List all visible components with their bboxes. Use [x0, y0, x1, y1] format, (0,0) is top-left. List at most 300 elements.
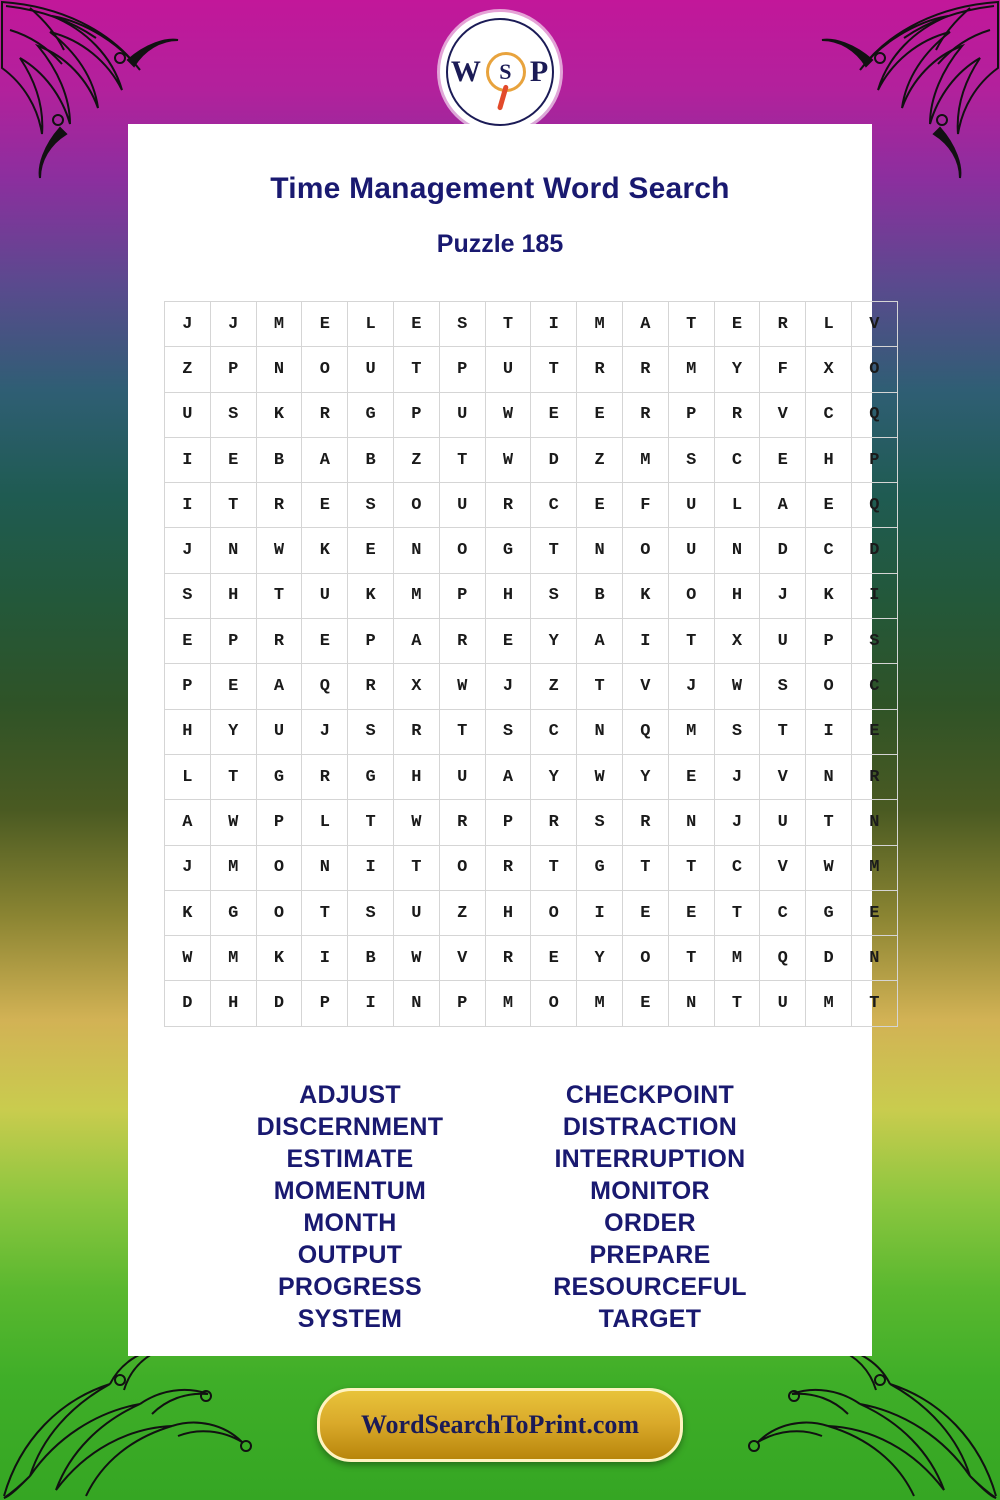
- grid-cell[interactable]: E: [806, 483, 852, 528]
- grid-cell[interactable]: I: [165, 437, 211, 482]
- grid-cell[interactable]: A: [485, 754, 531, 799]
- grid-cell[interactable]: I: [851, 573, 897, 618]
- grid-cell[interactable]: H: [210, 573, 256, 618]
- word-list-item[interactable]: DISCERNMENT: [256, 1112, 444, 1141]
- grid-cell[interactable]: U: [760, 800, 806, 845]
- grid-cell[interactable]: O: [256, 890, 302, 935]
- grid-cell[interactable]: P: [210, 347, 256, 392]
- grid-cell[interactable]: R: [531, 800, 577, 845]
- grid-cell[interactable]: C: [714, 845, 760, 890]
- grid-cell[interactable]: M: [714, 936, 760, 981]
- grid-cell[interactable]: P: [302, 981, 348, 1026]
- word-list-item[interactable]: RESOURCEFUL: [553, 1272, 747, 1301]
- grid-cell[interactable]: C: [531, 709, 577, 754]
- grid-cell[interactable]: P: [806, 619, 852, 664]
- grid-cell[interactable]: P: [851, 437, 897, 482]
- grid-cell[interactable]: W: [577, 754, 623, 799]
- grid-cell[interactable]: V: [622, 664, 668, 709]
- grid-cell[interactable]: T: [851, 981, 897, 1026]
- grid-cell[interactable]: G: [806, 890, 852, 935]
- grid-cell[interactable]: V: [760, 754, 806, 799]
- grid-cell[interactable]: H: [485, 890, 531, 935]
- grid-cell[interactable]: I: [348, 981, 394, 1026]
- grid-cell[interactable]: N: [302, 845, 348, 890]
- grid-cell[interactable]: E: [622, 890, 668, 935]
- grid-cell[interactable]: T: [531, 845, 577, 890]
- grid-cell[interactable]: Y: [577, 936, 623, 981]
- grid-cell[interactable]: T: [668, 619, 714, 664]
- grid-cell[interactable]: G: [210, 890, 256, 935]
- grid-cell[interactable]: R: [577, 347, 623, 392]
- grid-cell[interactable]: T: [714, 890, 760, 935]
- grid-cell[interactable]: T: [393, 845, 439, 890]
- grid-cell[interactable]: I: [806, 709, 852, 754]
- grid-cell[interactable]: H: [806, 437, 852, 482]
- grid-cell[interactable]: J: [714, 800, 760, 845]
- grid-cell[interactable]: Y: [714, 347, 760, 392]
- grid-cell[interactable]: R: [622, 347, 668, 392]
- grid-row: [165, 302, 898, 347]
- grid-cell[interactable]: M: [256, 302, 302, 347]
- grid-cell[interactable]: Q: [760, 936, 806, 981]
- grid-cell[interactable]: H: [393, 754, 439, 799]
- grid-cell[interactable]: A: [302, 437, 348, 482]
- grid-cell[interactable]: U: [668, 483, 714, 528]
- grid-cell[interactable]: B: [348, 936, 394, 981]
- grid-cell[interactable]: E: [577, 392, 623, 437]
- grid-cell[interactable]: J: [668, 664, 714, 709]
- grid-cell[interactable]: V: [760, 845, 806, 890]
- grid-cell[interactable]: U: [256, 709, 302, 754]
- word-list-item[interactable]: PROGRESS: [277, 1272, 423, 1301]
- grid-cell[interactable]: E: [714, 302, 760, 347]
- grid-cell[interactable]: L: [714, 483, 760, 528]
- magnifier-handle-icon: [497, 84, 509, 110]
- grid-cell[interactable]: Y: [622, 754, 668, 799]
- grid-cell[interactable]: S: [439, 302, 485, 347]
- grid-cell[interactable]: R: [393, 709, 439, 754]
- grid-cell[interactable]: V: [439, 936, 485, 981]
- grid-cell[interactable]: K: [622, 573, 668, 618]
- grid-cell[interactable]: N: [668, 981, 714, 1026]
- grid-cell[interactable]: Z: [165, 347, 211, 392]
- grid-cell[interactable]: U: [760, 981, 806, 1026]
- grid-cell[interactable]: I: [165, 483, 211, 528]
- grid-cell[interactable]: T: [210, 754, 256, 799]
- grid-cell[interactable]: T: [439, 709, 485, 754]
- grid-cell[interactable]: J: [760, 573, 806, 618]
- grid-cell[interactable]: G: [256, 754, 302, 799]
- grid-row: [165, 437, 898, 482]
- grid-cell[interactable]: T: [577, 664, 623, 709]
- grid-cell[interactable]: S: [485, 709, 531, 754]
- grid-cell[interactable]: Z: [439, 890, 485, 935]
- word-list-item[interactable]: MOMENTUM: [273, 1176, 427, 1205]
- grid-cell[interactable]: V: [760, 392, 806, 437]
- word-list: [128, 1079, 872, 1335]
- grid-cell[interactable]: R: [302, 392, 348, 437]
- grid-cell[interactable]: R: [256, 619, 302, 664]
- grid-cell[interactable]: R: [622, 392, 668, 437]
- grid-cell[interactable]: R: [714, 392, 760, 437]
- word-list-column-right: [500, 1079, 800, 1335]
- word-search-grid: [164, 301, 880, 1027]
- grid-cell[interactable]: I: [622, 619, 668, 664]
- grid-cell[interactable]: J: [165, 845, 211, 890]
- grid-cell[interactable]: O: [851, 347, 897, 392]
- grid-cell[interactable]: R: [348, 664, 394, 709]
- grid-cell[interactable]: T: [806, 800, 852, 845]
- grid-cell[interactable]: W: [393, 936, 439, 981]
- grid-cell[interactable]: M: [210, 845, 256, 890]
- grid-cell[interactable]: E: [851, 709, 897, 754]
- grid-cell[interactable]: Z: [531, 664, 577, 709]
- grid-cell[interactable]: P: [348, 619, 394, 664]
- grid-cell[interactable]: W: [485, 437, 531, 482]
- grid-cell[interactable]: O: [531, 890, 577, 935]
- grid-cell[interactable]: T: [393, 347, 439, 392]
- puzzle-sheet: [128, 124, 880, 1356]
- grid-cell[interactable]: E: [531, 392, 577, 437]
- grid-cell[interactable]: S: [348, 709, 394, 754]
- word-list-item[interactable]: CHECKPOINT: [565, 1080, 735, 1109]
- grid-cell[interactable]: B: [348, 437, 394, 482]
- grid-cell[interactable]: Q: [851, 392, 897, 437]
- website-button[interactable]: [317, 1388, 683, 1462]
- logo-letters: [451, 52, 549, 92]
- grid-cell[interactable]: R: [302, 754, 348, 799]
- grid-cell[interactable]: P: [668, 392, 714, 437]
- website-label: WordSearchToPrint.com: [360, 1410, 640, 1439]
- grid-cell[interactable]: Q: [622, 709, 668, 754]
- grid-cell[interactable]: P: [485, 800, 531, 845]
- grid-cell[interactable]: H: [210, 981, 256, 1026]
- grid-cell[interactable]: E: [622, 981, 668, 1026]
- grid-cell[interactable]: S: [165, 573, 211, 618]
- grid-cell[interactable]: V: [851, 302, 897, 347]
- grid-cell[interactable]: A: [577, 619, 623, 664]
- grid-cell[interactable]: D: [760, 528, 806, 573]
- grid-cell[interactable]: T: [714, 981, 760, 1026]
- grid-cell[interactable]: C: [806, 392, 852, 437]
- grid-cell[interactable]: P: [439, 347, 485, 392]
- grid-row: [165, 890, 898, 935]
- grid-cell[interactable]: U: [439, 483, 485, 528]
- grid-cell[interactable]: E: [531, 936, 577, 981]
- grid-cell[interactable]: R: [439, 619, 485, 664]
- grid-row: [165, 981, 898, 1026]
- grid-cell[interactable]: P: [439, 981, 485, 1026]
- grid-cell[interactable]: Z: [393, 437, 439, 482]
- word-list-item[interactable]: DISTRACTION: [562, 1112, 738, 1141]
- grid-cell[interactable]: L: [806, 302, 852, 347]
- grid-cell[interactable]: P: [210, 619, 256, 664]
- grid-cell[interactable]: S: [851, 619, 897, 664]
- grid-cell[interactable]: N: [256, 347, 302, 392]
- grid-cell[interactable]: U: [348, 347, 394, 392]
- grid-cell[interactable]: T: [668, 936, 714, 981]
- grid-cell[interactable]: J: [165, 528, 211, 573]
- grid-cell[interactable]: N: [577, 709, 623, 754]
- grid-cell[interactable]: S: [348, 890, 394, 935]
- grid-cell[interactable]: P: [393, 392, 439, 437]
- grid-cell[interactable]: R: [622, 800, 668, 845]
- word-list-item[interactable]: MONTH: [303, 1208, 397, 1237]
- grid-cell[interactable]: E: [210, 664, 256, 709]
- grid-cell[interactable]: U: [760, 619, 806, 664]
- grid-row: [165, 528, 898, 573]
- grid-row: [165, 392, 898, 437]
- grid-cell[interactable]: N: [393, 981, 439, 1026]
- logo-circle: [446, 18, 554, 126]
- grid-cell[interactable]: W: [485, 392, 531, 437]
- grid-cell[interactable]: S: [760, 664, 806, 709]
- grid-cell[interactable]: U: [439, 392, 485, 437]
- grid-cell[interactable]: B: [256, 437, 302, 482]
- grid-cell[interactable]: B: [577, 573, 623, 618]
- grid-cell[interactable]: L: [302, 800, 348, 845]
- grid-cell[interactable]: O: [806, 664, 852, 709]
- grid-cell[interactable]: Y: [531, 619, 577, 664]
- grid-cell[interactable]: N: [668, 800, 714, 845]
- grid-cell[interactable]: S: [348, 483, 394, 528]
- grid-cell[interactable]: I: [302, 936, 348, 981]
- grid-cell[interactable]: S: [577, 800, 623, 845]
- grid-cell[interactable]: M: [485, 981, 531, 1026]
- grid-cell[interactable]: O: [393, 483, 439, 528]
- grid-cell[interactable]: D: [806, 936, 852, 981]
- logo-letter-p: P: [529, 55, 550, 88]
- grid-cell[interactable]: A: [622, 302, 668, 347]
- word-list-item[interactable]: MONITOR: [590, 1176, 710, 1205]
- grid-cell[interactable]: X: [714, 619, 760, 664]
- grid-cell[interactable]: O: [256, 845, 302, 890]
- grid-cell[interactable]: M: [393, 573, 439, 618]
- grid-cell[interactable]: F: [760, 347, 806, 392]
- grid-cell[interactable]: U: [165, 392, 211, 437]
- grid-cell[interactable]: Z: [577, 437, 623, 482]
- grid-cell[interactable]: M: [577, 302, 623, 347]
- grid-cell[interactable]: A: [393, 619, 439, 664]
- grid-cell[interactable]: N: [851, 800, 897, 845]
- grid-cell[interactable]: T: [531, 528, 577, 573]
- grid-row: [165, 664, 898, 709]
- grid-cell[interactable]: C: [760, 890, 806, 935]
- grid-cell[interactable]: R: [439, 800, 485, 845]
- grid-cell[interactable]: E: [302, 483, 348, 528]
- grid-row: [165, 800, 898, 845]
- grid-cell[interactable]: M: [210, 936, 256, 981]
- grid-cell[interactable]: M: [668, 709, 714, 754]
- grid-cell[interactable]: W: [806, 845, 852, 890]
- grid-cell[interactable]: P: [165, 664, 211, 709]
- grid-cell[interactable]: O: [439, 845, 485, 890]
- grid-cell[interactable]: W: [210, 800, 256, 845]
- grid-cell[interactable]: J: [165, 302, 211, 347]
- grid-cell[interactable]: R: [485, 483, 531, 528]
- grid-cell[interactable]: T: [348, 800, 394, 845]
- grid-cell[interactable]: J: [210, 302, 256, 347]
- grid-cell[interactable]: R: [485, 936, 531, 981]
- grid-cell[interactable]: M: [622, 437, 668, 482]
- grid-cell[interactable]: O: [531, 981, 577, 1026]
- grid-cell[interactable]: T: [256, 573, 302, 618]
- puzzle-number: Puzzle 185: [436, 230, 564, 258]
- grid-cell[interactable]: U: [668, 528, 714, 573]
- grid-cell[interactable]: U: [439, 754, 485, 799]
- word-list-item[interactable]: ESTIMATE: [286, 1144, 414, 1173]
- word-list-item[interactable]: INTERRUPTION: [554, 1144, 746, 1173]
- site-logo: [440, 12, 560, 132]
- grid-cell[interactable]: X: [806, 347, 852, 392]
- word-list-item[interactable]: PREPARE: [589, 1240, 711, 1269]
- grid-cell[interactable]: G: [577, 845, 623, 890]
- grid-cell[interactable]: N: [806, 754, 852, 799]
- grid-cell[interactable]: T: [302, 890, 348, 935]
- grid-cell[interactable]: N: [714, 528, 760, 573]
- grid-cell[interactable]: E: [577, 483, 623, 528]
- grid-cell[interactable]: R: [485, 845, 531, 890]
- grid-cell[interactable]: A: [256, 664, 302, 709]
- grid-row: [165, 483, 898, 528]
- grid-cell[interactable]: C: [806, 528, 852, 573]
- grid-cell[interactable]: K: [256, 936, 302, 981]
- grid-cell[interactable]: T: [210, 483, 256, 528]
- grid-cell[interactable]: E: [302, 302, 348, 347]
- grid-cell[interactable]: O: [439, 528, 485, 573]
- grid-cell[interactable]: W: [256, 528, 302, 573]
- grid-cell[interactable]: P: [439, 573, 485, 618]
- grid-cell[interactable]: Y: [531, 754, 577, 799]
- grid-cell[interactable]: D: [531, 437, 577, 482]
- grid-cell[interactable]: X: [393, 664, 439, 709]
- grid-cell[interactable]: L: [165, 754, 211, 799]
- grid-cell[interactable]: K: [256, 392, 302, 437]
- grid-cell[interactable]: S: [668, 437, 714, 482]
- grid-cell[interactable]: E: [348, 528, 394, 573]
- grid-cell[interactable]: I: [577, 890, 623, 935]
- grid-row: [165, 347, 898, 392]
- grid-cell[interactable]: T: [485, 302, 531, 347]
- grid-cell[interactable]: K: [348, 573, 394, 618]
- grid-cell[interactable]: C: [714, 437, 760, 482]
- grid-cell[interactable]: K: [165, 890, 211, 935]
- grid-cell[interactable]: O: [622, 936, 668, 981]
- word-list-item[interactable]: SYSTEM: [297, 1304, 403, 1333]
- grid-cell[interactable]: M: [806, 981, 852, 1026]
- grid-cell[interactable]: K: [302, 528, 348, 573]
- logo-letter-w: W: [450, 55, 482, 88]
- grid-cell[interactable]: E: [760, 437, 806, 482]
- grid-cell[interactable]: M: [668, 347, 714, 392]
- grid-cell[interactable]: A: [760, 483, 806, 528]
- grid-cell[interactable]: L: [348, 302, 394, 347]
- grid-cell[interactable]: T: [439, 437, 485, 482]
- grid-cell[interactable]: W: [165, 936, 211, 981]
- grid-cell[interactable]: N: [851, 936, 897, 981]
- grid-cell[interactable]: O: [622, 528, 668, 573]
- grid-cell[interactable]: R: [256, 483, 302, 528]
- grid-cell[interactable]: T: [760, 709, 806, 754]
- grid-cell[interactable]: S: [210, 392, 256, 437]
- word-list-item[interactable]: TARGET: [598, 1304, 702, 1333]
- grid-cell[interactable]: E: [165, 619, 211, 664]
- grid-cell[interactable]: N: [393, 528, 439, 573]
- grid-cell[interactable]: T: [668, 302, 714, 347]
- grid-cell[interactable]: E: [393, 302, 439, 347]
- grid-cell[interactable]: Q: [851, 483, 897, 528]
- grid-cell[interactable]: J: [714, 754, 760, 799]
- grid-cell[interactable]: R: [760, 302, 806, 347]
- grid-cell[interactable]: G: [348, 754, 394, 799]
- grid-cell[interactable]: M: [577, 981, 623, 1026]
- grid-cell[interactable]: K: [806, 573, 852, 618]
- grid-cell[interactable]: U: [485, 347, 531, 392]
- grid-cell[interactable]: S: [714, 709, 760, 754]
- grid-cell[interactable]: E: [210, 437, 256, 482]
- grid-cell[interactable]: U: [393, 890, 439, 935]
- grid-cell[interactable]: D: [165, 981, 211, 1026]
- word-list-item[interactable]: OUTPUT: [297, 1240, 403, 1269]
- grid-cell[interactable]: T: [668, 845, 714, 890]
- grid-cell[interactable]: I: [348, 845, 394, 890]
- grid-cell[interactable]: T: [531, 347, 577, 392]
- grid-cell[interactable]: Y: [210, 709, 256, 754]
- grid-cell[interactable]: E: [302, 619, 348, 664]
- grid-cell[interactable]: G: [348, 392, 394, 437]
- grid-cell[interactable]: T: [622, 845, 668, 890]
- grid-row: [165, 754, 898, 799]
- grid-cell[interactable]: E: [485, 619, 531, 664]
- grid-row: [165, 845, 898, 890]
- grid-cell[interactable]: D: [256, 981, 302, 1026]
- grid-cell[interactable]: I: [531, 302, 577, 347]
- grid-cell[interactable]: C: [851, 664, 897, 709]
- grid-cell[interactable]: E: [668, 754, 714, 799]
- grid-cell[interactable]: M: [851, 845, 897, 890]
- grid-cell[interactable]: H: [485, 573, 531, 618]
- logo-letter-s: S: [499, 59, 513, 84]
- grid-cell[interactable]: W: [439, 664, 485, 709]
- grid-cell[interactable]: D: [851, 528, 897, 573]
- grid-cell[interactable]: H: [714, 573, 760, 618]
- grid-cell[interactable]: C: [531, 483, 577, 528]
- grid-cell[interactable]: E: [668, 890, 714, 935]
- grid-cell[interactable]: S: [531, 573, 577, 618]
- grid-cell[interactable]: J: [485, 664, 531, 709]
- grid-cell[interactable]: P: [256, 800, 302, 845]
- grid-cell[interactable]: O: [668, 573, 714, 618]
- grid-cell[interactable]: N: [577, 528, 623, 573]
- grid-cell[interactable]: G: [485, 528, 531, 573]
- grid-cell[interactable]: A: [165, 800, 211, 845]
- grid-cell[interactable]: O: [302, 347, 348, 392]
- grid-cell[interactable]: F: [622, 483, 668, 528]
- grid-cell[interactable]: E: [851, 890, 897, 935]
- grid-cell[interactable]: Q: [302, 664, 348, 709]
- grid-cell[interactable]: U: [302, 573, 348, 618]
- word-list-item[interactable]: ORDER: [604, 1208, 696, 1237]
- word-list-item[interactable]: ADJUST: [299, 1080, 401, 1109]
- grid-cell[interactable]: W: [393, 800, 439, 845]
- word-list-column-left: [200, 1079, 500, 1335]
- grid-cell[interactable]: H: [165, 709, 211, 754]
- grid-cell[interactable]: N: [210, 528, 256, 573]
- grid-cell[interactable]: W: [714, 664, 760, 709]
- grid-cell[interactable]: R: [851, 754, 897, 799]
- grid-cell[interactable]: J: [302, 709, 348, 754]
- grid-row: [165, 709, 898, 754]
